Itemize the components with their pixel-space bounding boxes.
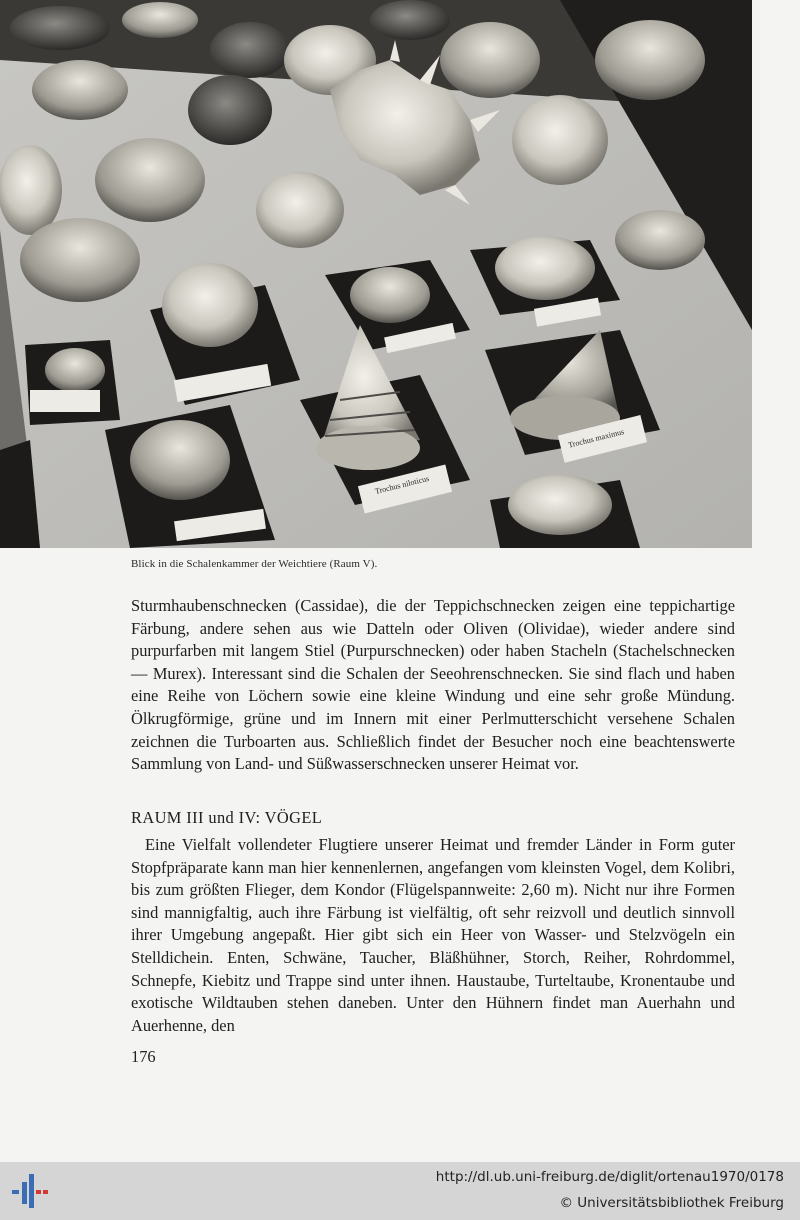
specimen-label: Trochus maximus <box>567 427 625 450</box>
shell <box>95 138 205 222</box>
shell <box>256 172 344 248</box>
paragraph-text: Eine Vielfalt vollendeter Flugtiere unserer Heimat und fremder Länder in Form guter Stopfpräparate kann man hier kennenlernen, angefangen vom kleinsten Vogel, dem Kolibri, bis zum größten Flieger, dem Kondor (Flügelspannweite: 2,60 m). Nicht nur ihre Formen sind mannigfaltig, auch ihre Färbung ist vielfältig, oft sehr reizvoll und deutlich sinnvoll ihrer Umgebung angepaßt. Hier gibt sich ein Heer von Wasser- und Stelzvögeln ein Stelldichein. Enten, Schwäne, Taucher, Bläßhühner, Storch, Reiher, Rohrdommel, Schnepfe, Kiebitz und Trappe sind unter ihnen. Haustaube, Turteltaube, Kronentaube und exotische Wildtauben stehen daneben. Unter den Hühnern findet man Auerhahn und Auerhenne, den <box>131 835 735 1035</box>
footer-bar <box>0 1162 800 1220</box>
body-paragraph <box>131 595 735 776</box>
source-link[interactable]: http://dl.ub.uni-freiburg.de/diglit/ortenau1970/0178 <box>435 1169 784 1185</box>
shell <box>440 22 540 98</box>
shell <box>210 22 290 78</box>
shell <box>122 2 198 38</box>
shell <box>32 60 128 120</box>
shell <box>512 95 608 185</box>
photo-caption: Blick in die Schalenkammer der Weichtiere (Raum V). <box>131 558 378 570</box>
shell <box>20 218 140 302</box>
copyright-notice: © Universitätsbibliothek Freiburg <box>559 1195 784 1211</box>
page-number: 176 <box>131 1047 156 1066</box>
body-paragraph <box>131 834 735 1037</box>
specimen-label: Trochus niloticus <box>374 473 431 496</box>
section-heading: RAUM III und IV: VÖGEL <box>131 808 323 827</box>
shell <box>10 6 110 50</box>
display-box <box>25 340 120 425</box>
museum-photo <box>0 0 752 548</box>
shell <box>615 210 705 270</box>
shell <box>370 0 450 40</box>
shell <box>595 20 705 100</box>
paragraph-text: Sturmhaubenschnecken (Cassidae), die der Teppichschnecken zeigen eine teppichartige Färbung, andere sehen aus wie Datteln oder Oliven (Olividae), wieder andere sind purpurfarben mit langem Stiel (Purpurschnecken) oder haben Stacheln (Stachelschnecken — Murex). Interessant sind die Schalen der Seeohrenschnecken. Sie sind flach und haben eine Reihe von Löchern sowie eine kleine Windung und eine sehr große Mündung. Ölkrugförmige, grüne und im Innern mit einer Perlmutterschicht versehene Schalen zeichnen die Turboarten aus. Schließlich findet der Besucher noch eine beachtenswerte Sammlung von Land- und Süßwasserschnecken unserer Heimat vor. <box>131 596 735 774</box>
shell <box>0 145 62 235</box>
shell <box>188 75 272 145</box>
library-logo-icon <box>10 1170 50 1212</box>
